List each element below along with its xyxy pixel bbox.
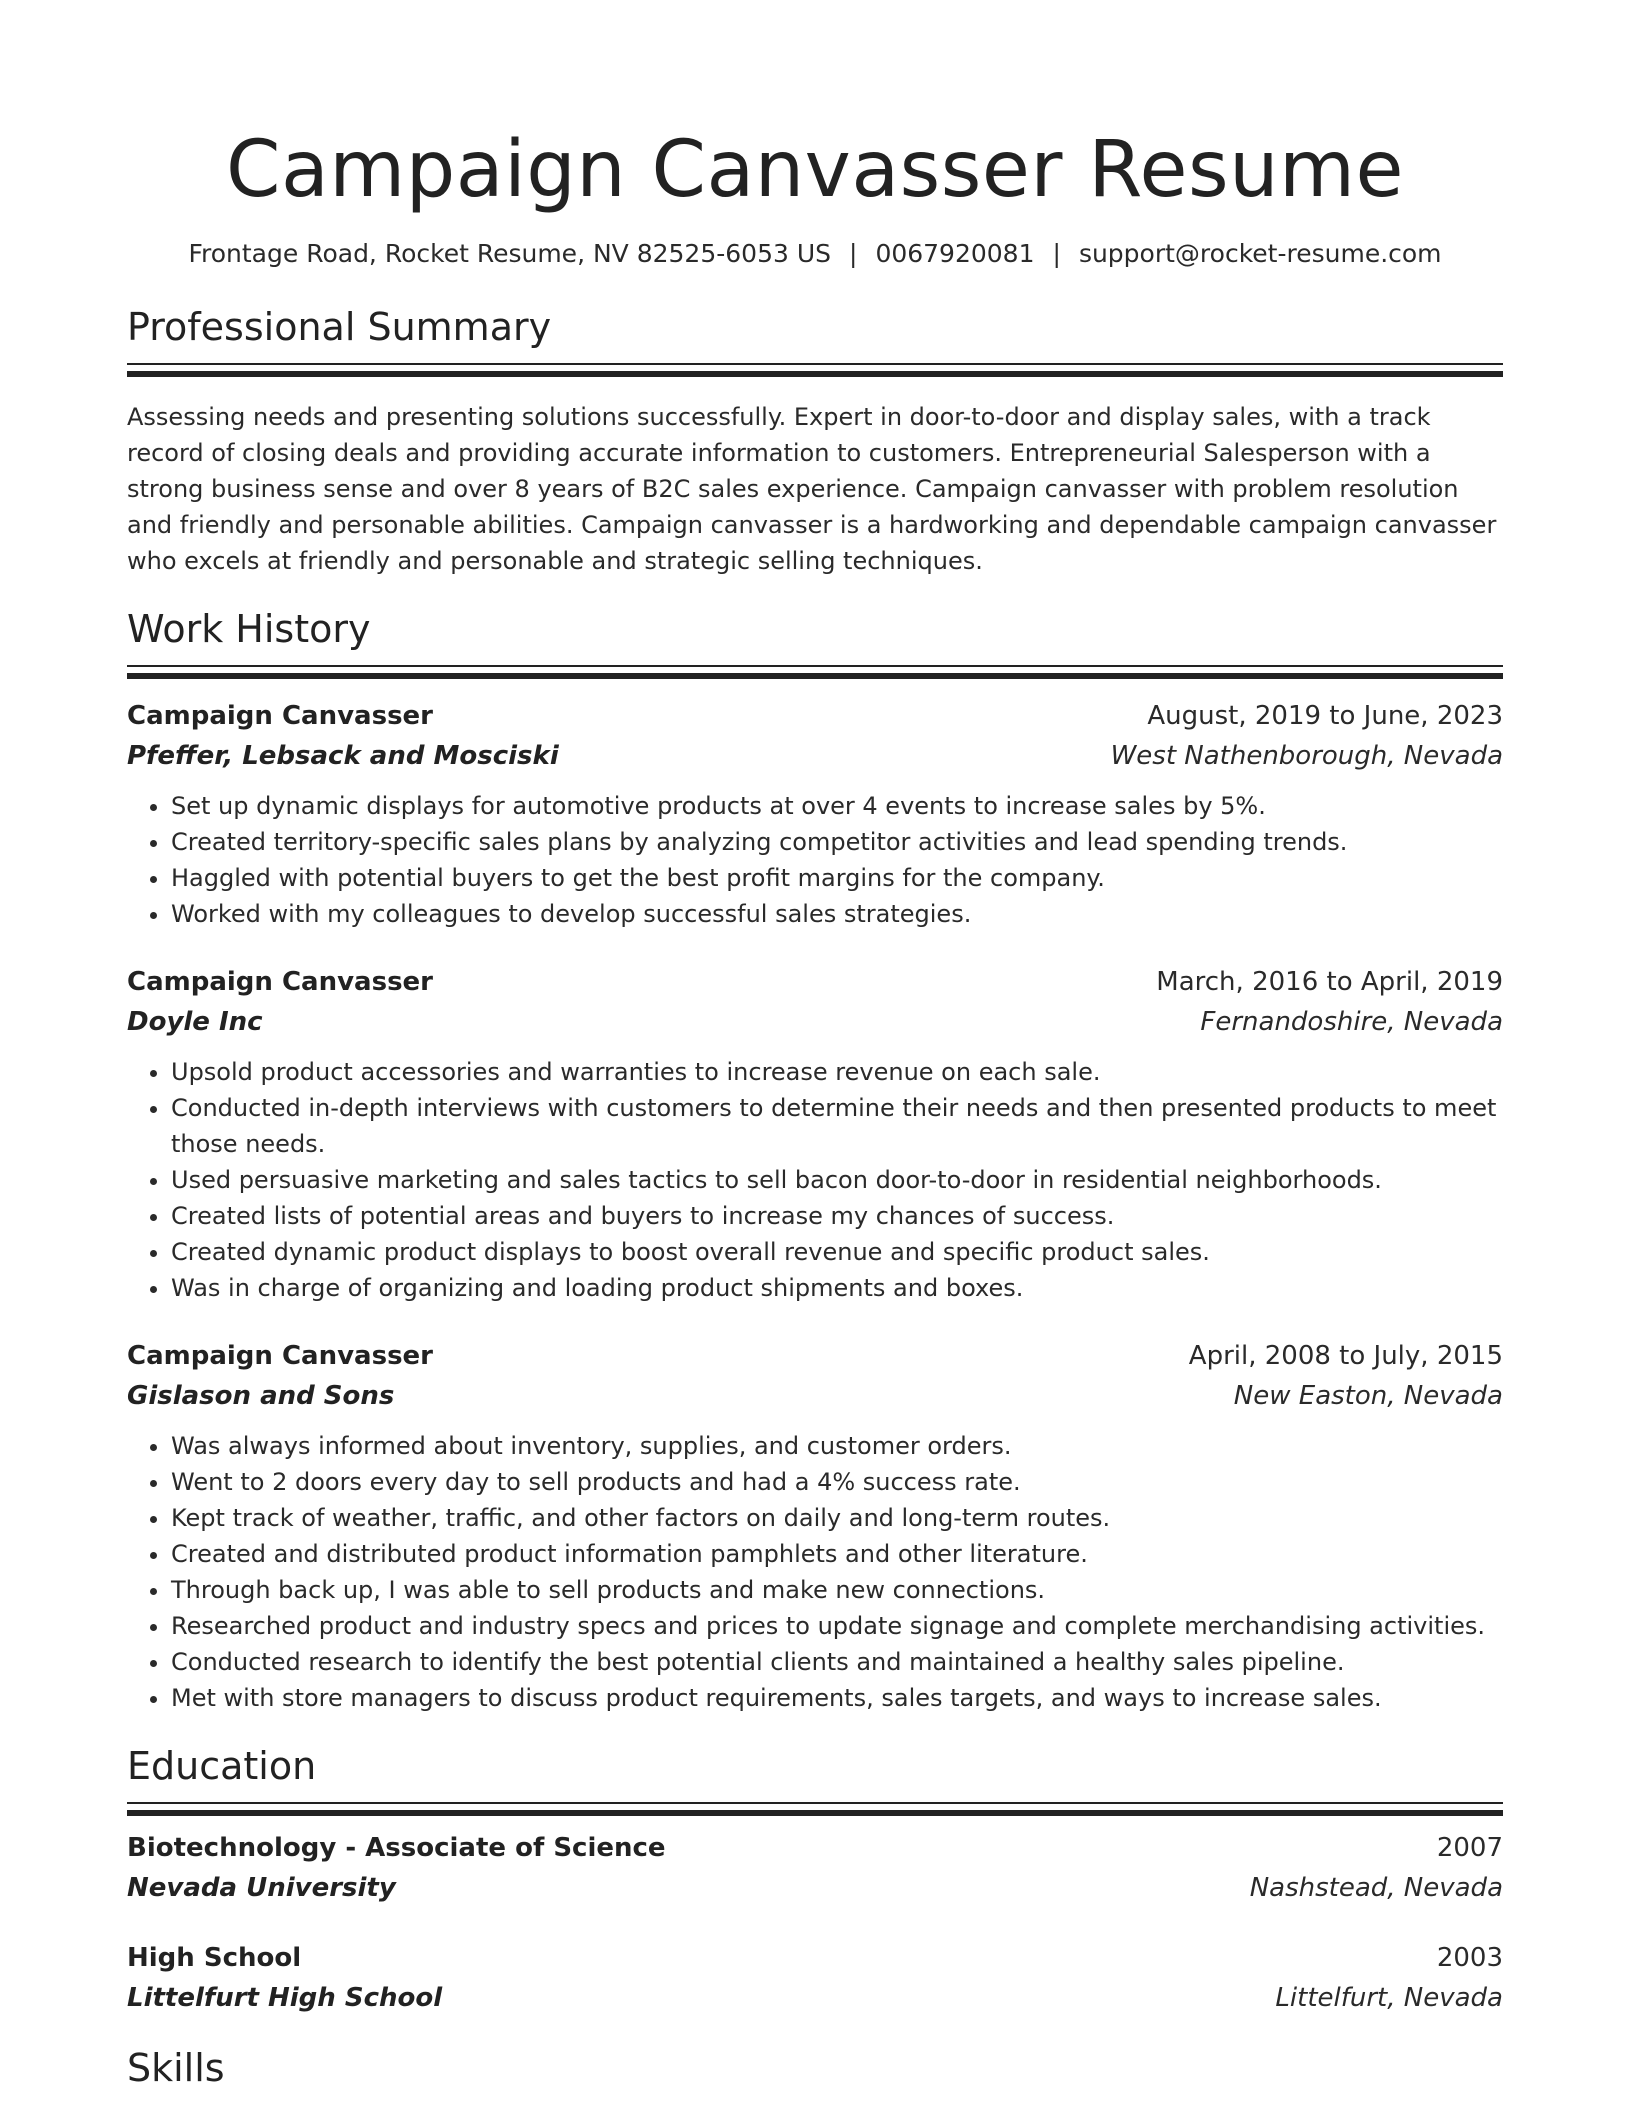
job-bullet: • Was in charge of organizing and loading product shipments and boxes.	[171, 1270, 1503, 1306]
job-subheader	[127, 736, 1503, 776]
education-school: Littelfurt High School	[127, 1983, 443, 2013]
education-entry	[127, 1938, 1503, 2018]
job-location: West Nathenborough, Nevada	[1110, 741, 1503, 771]
education-section	[127, 1742, 1503, 2018]
summary-section	[127, 303, 1503, 579]
job-header	[127, 1336, 1503, 1376]
job-bullet: • Conducted in-depth interviews with customers to determine their needs and then presented products to meet those needs.	[171, 1090, 1503, 1162]
skills-heading: Skills	[127, 2046, 225, 2090]
education-school: Nevada University	[127, 1873, 396, 1903]
job-bullet: • Went to 2 doors every day to sell products and had a 4% success rate.	[171, 1464, 1503, 1500]
education-heading: Education	[127, 1744, 317, 1788]
education-subheader	[127, 1868, 1503, 1908]
job-location: New Easton, Nevada	[1233, 1381, 1503, 1411]
skills-section	[127, 2044, 1503, 2092]
education-degree: High School	[127, 1943, 302, 1973]
job-dates: August, 2019 to June, 2023	[1147, 701, 1503, 731]
section-divider	[127, 665, 1503, 667]
job-dates: March, 2016 to April, 2019	[1156, 967, 1503, 997]
job-header	[127, 696, 1503, 736]
education-year: 2007	[1436, 1833, 1503, 1863]
job-entry	[127, 962, 1503, 1306]
job-subheader	[127, 1376, 1503, 1416]
job-bullet: • Created lists of potential areas and buyers to increase my chances of success.	[171, 1198, 1503, 1234]
job-bullet: • Used persuasive marketing and sales tactics to sell bacon door-to-door in residential neighborhoods.	[171, 1162, 1503, 1198]
job-bullet: • Conducted research to identify the best potential clients and maintained a healthy sales pipeline.	[171, 1644, 1503, 1680]
job-bullet: • Set up dynamic displays for automotive products at over 4 events to increase sales by 5%.	[171, 788, 1503, 824]
education-header	[127, 1828, 1503, 1868]
job-bullets	[127, 1054, 1503, 1306]
job-bullet: • Created territory-specific sales plans by analyzing competitor activities and lead spending trends.	[171, 824, 1503, 860]
work-history-heading: Work History	[127, 607, 371, 651]
job-bullet: • Worked with my colleagues to develop successful sales strategies.	[171, 896, 1503, 932]
job-bullet: • Upsold product accessories and warranties to increase revenue on each sale.	[171, 1054, 1503, 1090]
job-subheader	[127, 1002, 1503, 1042]
job-bullet: • Kept track of weather, traffic, and other factors on daily and long-term routes.	[171, 1500, 1503, 1536]
education-header	[127, 1938, 1503, 1978]
contact-email: support@rocket-resume.com	[1078, 239, 1442, 268]
job-role: Campaign Canvasser	[127, 701, 433, 731]
education-subheader	[127, 1978, 1503, 2018]
resume-title: Campaign Canvasser Resume	[226, 125, 1404, 215]
job-bullet: • Created dynamic product displays to boost overall revenue and specific product sales.	[171, 1234, 1503, 1270]
job-bullet: • Through back up, I was able to sell products and make new connections.	[171, 1572, 1503, 1608]
education-location: Littelfurt, Nevada	[1275, 1983, 1503, 2013]
job-bullets	[127, 1428, 1503, 1716]
contact-address: Frontage Road, Rocket Resume, NV 82525-6053 US	[188, 239, 831, 268]
job-dates: April, 2008 to July, 2015	[1188, 1341, 1503, 1371]
section-divider	[127, 1802, 1503, 1804]
section-divider	[127, 363, 1503, 365]
contact-separator: |	[849, 239, 858, 268]
job-location: Fernandoshire, Nevada	[1200, 1007, 1503, 1037]
job-header	[127, 962, 1503, 1002]
education-degree: Biotechnology - Associate of Science	[127, 1833, 666, 1863]
summary-heading: Professional Summary	[127, 305, 552, 349]
job-bullet: • Haggled with potential buyers to get the best profit margins for the company.	[171, 860, 1503, 896]
education-year: 2003	[1436, 1943, 1503, 1973]
education-entry	[127, 1828, 1503, 1908]
job-bullet: • Created and distributed product information pamphlets and other literature.	[171, 1536, 1503, 1572]
job-entry	[127, 1336, 1503, 1716]
contact-separator: |	[1052, 239, 1061, 268]
job-entry	[127, 696, 1503, 932]
education-location: Nashstead, Nevada	[1249, 1873, 1503, 1903]
work-history-section	[127, 605, 1503, 1716]
job-role: Campaign Canvasser	[127, 967, 433, 997]
summary-text: Assessing needs and presenting solutions successfully. Expert in door-to-door and display sales, with a track record of closing deals and providing accurate information to customers. Entrepreneurial Salesperson with a strong business sense and over 8 years of B2C sales experience. Campaign canvasser with problem resolution and friendly and personable abilities. Campaign canvasser is a hardworking and dependable campaign canvasser who excels at friendly and personable and strategic selling techniques.	[127, 403, 1497, 575]
job-bullet: • Researched product and industry specs and prices to update signage and complete merchandising activities.	[171, 1608, 1503, 1644]
job-role: Campaign Canvasser	[127, 1341, 433, 1371]
job-bullet: • Was always informed about inventory, supplies, and customer orders.	[171, 1428, 1503, 1464]
job-company: Gislason and Sons	[127, 1381, 395, 1411]
contact-phone: 0067920081	[875, 239, 1035, 268]
job-company: Doyle Inc	[127, 1007, 263, 1037]
resume-page	[127, 0, 1503, 2092]
job-company: Pfeffer, Lebsack and Mosciski	[127, 741, 559, 771]
contact-line	[127, 238, 1503, 270]
job-bullet: • Met with store managers to discuss product requirements, sales targets, and ways to increase sales.	[171, 1680, 1503, 1716]
job-bullets	[127, 788, 1503, 932]
